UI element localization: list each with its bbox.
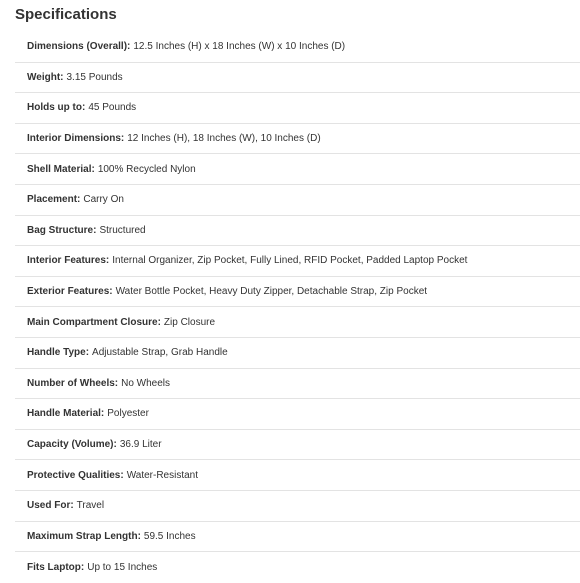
spec-row-main-compartment-closure xyxy=(15,307,580,338)
spec-label: Main Compartment Closure: xyxy=(27,316,161,328)
spec-label: Protective Qualities: xyxy=(27,469,124,481)
spec-value: Polyester xyxy=(107,408,149,420)
spec-row-handle-material xyxy=(15,399,580,430)
spec-label: Handle Material: xyxy=(27,408,105,420)
spec-row-placement xyxy=(15,185,580,216)
spec-value: Water Bottle Pocket, Heavy Duty Zipper, Detachable Strap, Zip Pocket xyxy=(115,286,428,298)
spec-row-fits-laptop xyxy=(15,552,580,583)
spec-label: Maximum Strap Length: xyxy=(27,530,141,542)
spec-value: 100% Recycled Nylon xyxy=(97,163,196,175)
spec-value: 3.15 Pounds xyxy=(66,71,123,83)
spec-label: Interior Features: xyxy=(27,255,110,267)
spec-label: Handle Type: xyxy=(27,347,90,359)
spec-label: Dimensions (Overall): xyxy=(27,41,131,53)
spec-row-maximum-strap-length xyxy=(15,522,580,553)
spec-label: Placement: xyxy=(27,194,81,206)
spec-row-capacity-volume xyxy=(15,430,580,461)
spec-label: Bag Structure: xyxy=(27,224,97,236)
spec-row-number-of-wheels xyxy=(15,369,580,400)
spec-row-shell-material xyxy=(15,154,580,185)
spec-row-holds-up-to xyxy=(15,93,580,124)
spec-row-handle-type xyxy=(15,338,580,369)
spec-row-interior-dimensions xyxy=(15,124,580,155)
spec-row-weight xyxy=(15,63,580,94)
spec-value: Carry On xyxy=(83,194,124,206)
spec-value: 59.5 Inches xyxy=(143,530,196,542)
spec-value: Up to 15 Inches xyxy=(87,561,158,573)
spec-value: 36.9 Liter xyxy=(119,439,162,451)
spec-value: 12 Inches (H), 18 Inches (W), 10 Inches (D) xyxy=(127,133,321,145)
spec-label: Used For: xyxy=(27,500,74,512)
spec-value: Internal Organizer, Zip Pocket, Fully Lined, RFID Pocket, Padded Laptop Pocket xyxy=(112,255,468,267)
spec-label: Capacity (Volume): xyxy=(27,439,117,451)
spec-list xyxy=(15,32,580,583)
spec-row-used-for xyxy=(15,491,580,522)
spec-label: Exterior Features: xyxy=(27,286,113,298)
spec-value: Structured xyxy=(99,224,146,236)
spec-label: Number of Wheels: xyxy=(27,377,119,389)
spec-value: 45 Pounds xyxy=(88,102,137,114)
spec-label: Holds up to: xyxy=(27,102,86,114)
spec-row-dimensions-overall xyxy=(15,32,580,63)
spec-label: Weight: xyxy=(27,71,64,83)
spec-value: No Wheels xyxy=(121,377,171,389)
spec-row-interior-features xyxy=(15,246,580,277)
spec-label: Fits Laptop: xyxy=(27,561,85,573)
spec-value: 12.5 Inches (H) x 18 Inches (W) x 10 Inches (D) xyxy=(133,41,346,53)
spec-value: Travel xyxy=(76,500,105,512)
spec-label: Shell Material: xyxy=(27,163,95,175)
spec-row-protective-qualities xyxy=(15,460,580,491)
spec-row-exterior-features xyxy=(15,277,580,308)
specifications-heading: Specifications xyxy=(15,6,117,23)
spec-value: Adjustable Strap, Grab Handle xyxy=(92,347,228,359)
spec-row-bag-structure xyxy=(15,216,580,247)
spec-value: Water-Resistant xyxy=(126,469,199,481)
spec-label: Interior Dimensions: xyxy=(27,133,125,145)
spec-value: Zip Closure xyxy=(163,316,216,328)
